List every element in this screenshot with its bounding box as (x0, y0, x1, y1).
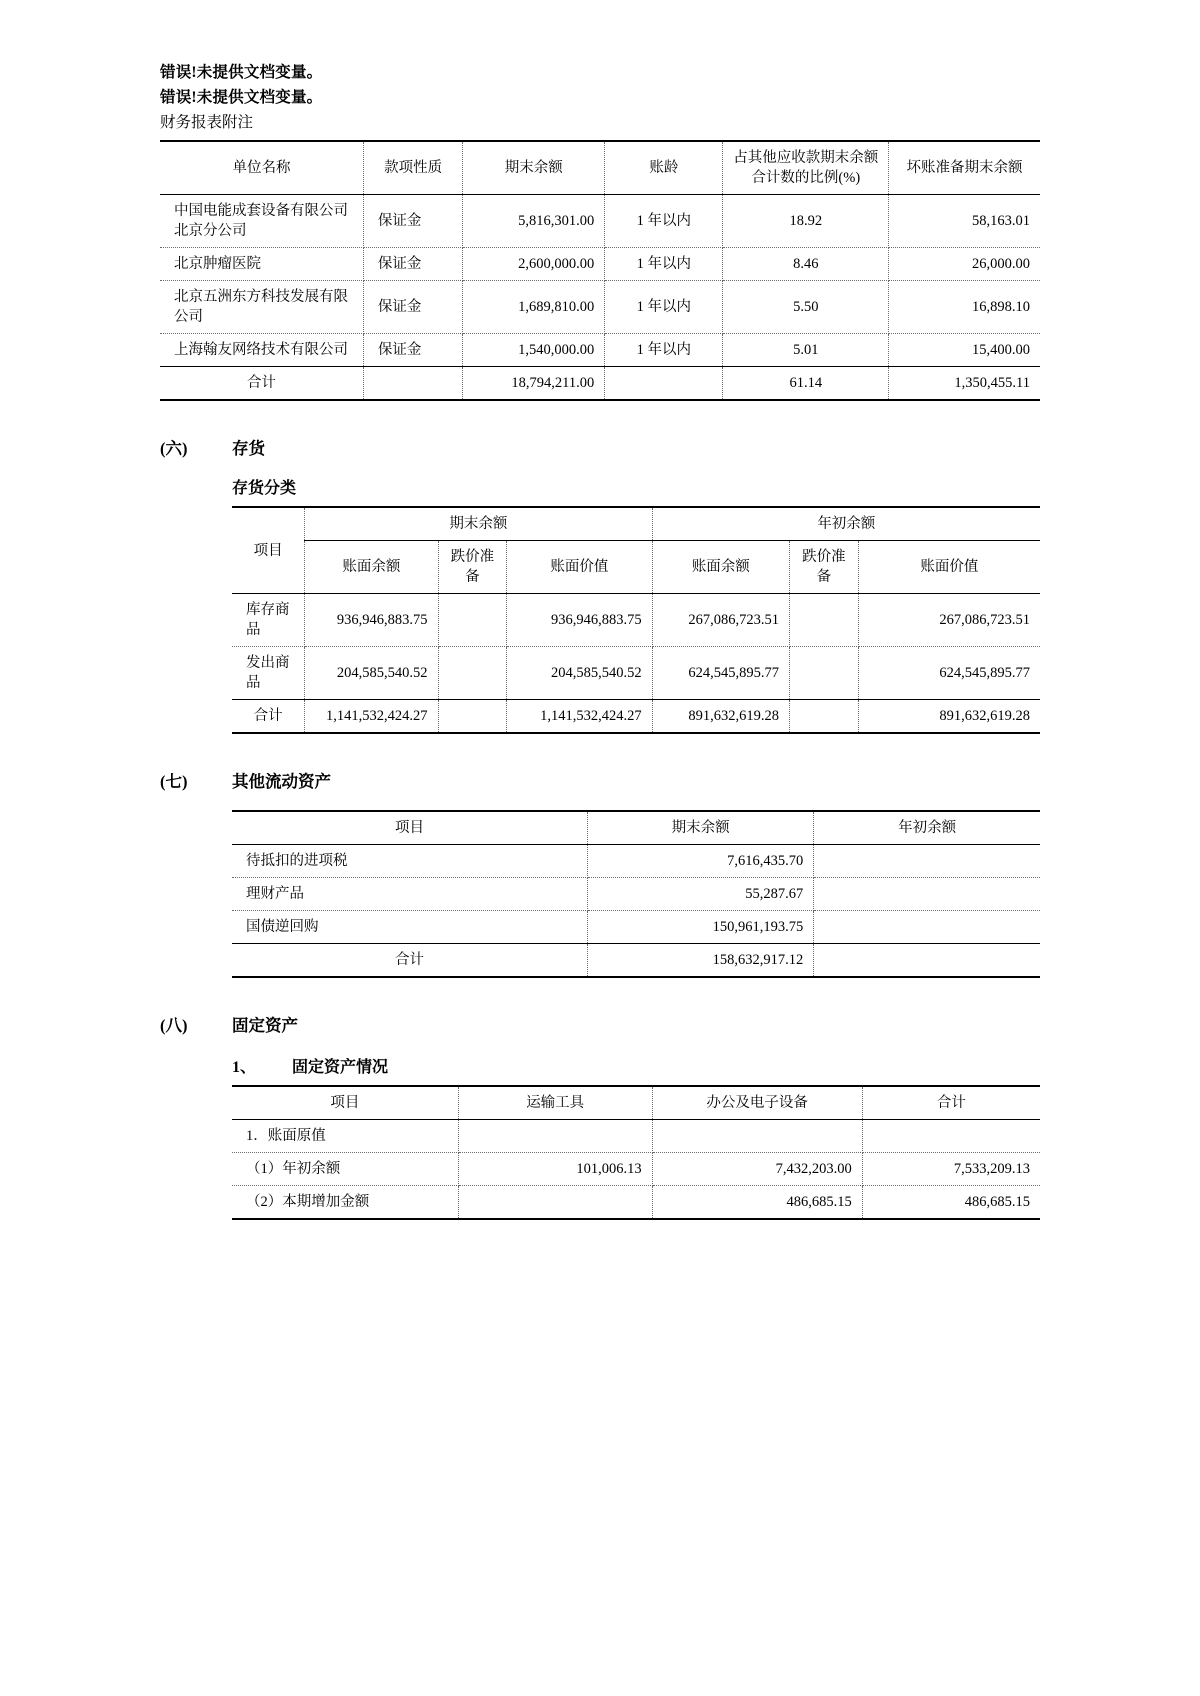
cell-end-provision (438, 700, 507, 734)
col-end-provision: 跌价准备 (438, 541, 507, 594)
cell-begin-provision (790, 594, 859, 647)
cell-age: 1 年以内 (605, 195, 723, 248)
group-ending-balance: 期末余额 (305, 507, 652, 541)
cell-percentage: 5.01 (723, 334, 889, 367)
table-row (160, 248, 1040, 281)
cell-total-label: 合计 (232, 944, 588, 978)
cell-ending-balance: 1,540,000.00 (463, 334, 605, 367)
table-row (160, 281, 1040, 334)
table-total-row (160, 367, 1040, 401)
subsection-number: 1、 (232, 1059, 257, 1076)
cell-begin-book-balance: 267,086,723.51 (652, 594, 789, 647)
subsection-title-text: 固定资产情况 (292, 1059, 389, 1076)
table-row (232, 911, 1040, 944)
cell-bad-debt: 58,163.01 (889, 195, 1040, 248)
section-other-current-assets-title (160, 768, 1040, 792)
cell-bad-debt: 15,400.00 (889, 334, 1040, 367)
cell-ending-balance: 2,600,000.00 (463, 248, 605, 281)
cell-begin-book-value: 624,545,895.77 (858, 647, 1040, 700)
cell-office-electronic: 486,685.15 (652, 1186, 862, 1220)
inventory-table (232, 506, 1040, 734)
table-total-row (232, 700, 1040, 734)
section-title-text: 其他流动资产 (232, 772, 331, 791)
cell-item: 库存商品 (232, 594, 305, 647)
cell-nature (363, 367, 462, 401)
cell-bad-debt: 1,350,455.11 (889, 367, 1040, 401)
cell-begin-book-value: 267,086,723.51 (858, 594, 1040, 647)
table-row (232, 1120, 1040, 1153)
col-total: 合计 (862, 1086, 1040, 1120)
section-number: (七) (160, 772, 188, 791)
other-current-assets-table (232, 810, 1040, 978)
cell-transport (458, 1120, 652, 1153)
cell-beginning-balance (814, 845, 1040, 878)
inventory-subtitle: 存货分类 (232, 480, 297, 497)
section-title-text: 存货 (232, 439, 265, 458)
cell-total-label: 合计 (232, 700, 305, 734)
cell-ending-balance: 158,632,917.12 (588, 944, 814, 978)
col-beginning-balance: 年初余额 (814, 811, 1040, 845)
cell-end-book-balance: 1,141,532,424.27 (305, 700, 438, 734)
section-number: (六) (160, 439, 188, 458)
cell-ending-balance: 5,816,301.00 (463, 195, 605, 248)
table-header-row (232, 1086, 1040, 1120)
cell-end-provision (438, 594, 507, 647)
inventory-group-header-row (232, 507, 1040, 541)
fixed-assets-subtitle (232, 1054, 1040, 1077)
section-number: (八) (160, 1016, 188, 1035)
table-row (232, 1186, 1040, 1220)
cell-ending-balance: 7,616,435.70 (588, 845, 814, 878)
cell-beginning-balance (814, 878, 1040, 911)
col-end-book-value: 账面价值 (507, 541, 652, 594)
section-fixed-assets (160, 1012, 1040, 1220)
cell-nature: 保证金 (363, 195, 462, 248)
cell-age: 1 年以内 (605, 334, 723, 367)
section-inventory-title (160, 435, 1040, 459)
col-ending-balance: 期末余额 (463, 141, 605, 195)
table-row (232, 878, 1040, 911)
col-nature: 款项性质 (363, 141, 462, 195)
cell-bad-debt: 16,898.10 (889, 281, 1040, 334)
cell-ending-balance: 55,287.67 (588, 878, 814, 911)
cell-end-provision (438, 647, 507, 700)
cell-end-book-value: 936,946,883.75 (507, 594, 652, 647)
page-header (160, 60, 1040, 136)
col-age: 账龄 (605, 141, 723, 195)
cell-item: 发出商品 (232, 647, 305, 700)
table-header-row (160, 141, 1040, 195)
cell-end-book-value: 204,585,540.52 (507, 647, 652, 700)
group-beginning-balance: 年初余额 (652, 507, 1040, 541)
cell-percentage: 8.46 (723, 248, 889, 281)
section-fixed-assets-title (160, 1012, 1040, 1036)
cell-unit-name: 北京五洲东方科技发展有限公司 (160, 281, 363, 334)
cell-office-electronic: 7,432,203.00 (652, 1153, 862, 1186)
table-header-row (232, 811, 1040, 845)
col-office-electronic: 办公及电子设备 (652, 1086, 862, 1120)
col-bad-debt: 坏账准备期末余额 (889, 141, 1040, 195)
cell-nature: 保证金 (363, 334, 462, 367)
cell-percentage: 61.14 (723, 367, 889, 401)
cell-transport: 101,006.13 (458, 1153, 652, 1186)
cell-ending-balance: 1,689,810.00 (463, 281, 605, 334)
fixed-assets-table (232, 1085, 1040, 1220)
cell-age (605, 367, 723, 401)
cell-beginning-balance (814, 911, 1040, 944)
cell-item: （1）年初余额 (232, 1153, 458, 1186)
cell-item: 国债逆回购 (232, 911, 588, 944)
header-line-1: 错误!未提供文档变量。 (160, 64, 323, 81)
cell-item: （2）本期增加金额 (232, 1186, 458, 1220)
cell-age: 1 年以内 (605, 248, 723, 281)
col-transport: 运输工具 (458, 1086, 652, 1120)
cell-unit-name: 上海翰友网络技术有限公司 (160, 334, 363, 367)
cell-total: 486,685.15 (862, 1186, 1040, 1220)
col-begin-book-balance: 账面余额 (652, 541, 789, 594)
cell-end-book-value: 1,141,532,424.27 (507, 700, 652, 734)
col-item: 项目 (232, 811, 588, 845)
cell-percentage: 18.92 (723, 195, 889, 248)
col-item: 项目 (232, 1086, 458, 1120)
cell-transport (458, 1186, 652, 1220)
table-total-row (232, 944, 1040, 978)
cell-unit-name: 中国电能成套设备有限公司北京分公司 (160, 195, 363, 248)
section-other-current-assets (160, 768, 1040, 978)
cell-unit-name: 北京肿瘤医院 (160, 248, 363, 281)
cell-percentage: 5.50 (723, 281, 889, 334)
cell-nature: 保证金 (363, 281, 462, 334)
table-row (160, 334, 1040, 367)
cell-end-book-balance: 936,946,883.75 (305, 594, 438, 647)
col-end-book-balance: 账面余额 (305, 541, 438, 594)
cell-office-electronic (652, 1120, 862, 1153)
cell-item: 1．账面原值 (232, 1120, 458, 1153)
cell-total: 7,533,209.13 (862, 1153, 1040, 1186)
cell-item: 待抵扣的进项税 (232, 845, 588, 878)
cell-bad-debt: 26,000.00 (889, 248, 1040, 281)
table-row (232, 647, 1040, 700)
cell-ending-balance: 18,794,211.00 (463, 367, 605, 401)
header-line-2: 错误!未提供文档变量。 (160, 89, 323, 106)
cell-end-book-balance: 204,585,540.52 (305, 647, 438, 700)
table-row (232, 845, 1040, 878)
table-row (232, 1153, 1040, 1186)
cell-begin-book-value: 891,632,619.28 (858, 700, 1040, 734)
cell-beginning-balance (814, 944, 1040, 978)
cell-total-label: 合计 (160, 367, 363, 401)
header-line-3: 财务报表附注 (160, 114, 254, 131)
col-begin-book-value: 账面价值 (858, 541, 1040, 594)
col-unit-name: 单位名称 (160, 141, 363, 195)
section-title-text: 固定资产 (232, 1016, 298, 1035)
col-item: 项目 (232, 507, 305, 594)
cell-begin-provision (790, 700, 859, 734)
cell-ending-balance: 150,961,193.75 (588, 911, 814, 944)
col-ending-balance: 期末余额 (588, 811, 814, 845)
col-percentage: 占其他应收款期末余额合计数的比例(%) (723, 141, 889, 195)
other-receivables-table (160, 140, 1040, 401)
cell-total (862, 1120, 1040, 1153)
cell-item: 理财产品 (232, 878, 588, 911)
cell-age: 1 年以内 (605, 281, 723, 334)
table-row (160, 195, 1040, 248)
table-row (232, 594, 1040, 647)
section-inventory (160, 435, 1040, 734)
cell-begin-provision (790, 647, 859, 700)
cell-begin-book-balance: 624,545,895.77 (652, 647, 789, 700)
inventory-header-row (232, 541, 1040, 594)
cell-begin-book-balance: 891,632,619.28 (652, 700, 789, 734)
col-begin-provision: 跌价准备 (790, 541, 859, 594)
cell-nature: 保证金 (363, 248, 462, 281)
